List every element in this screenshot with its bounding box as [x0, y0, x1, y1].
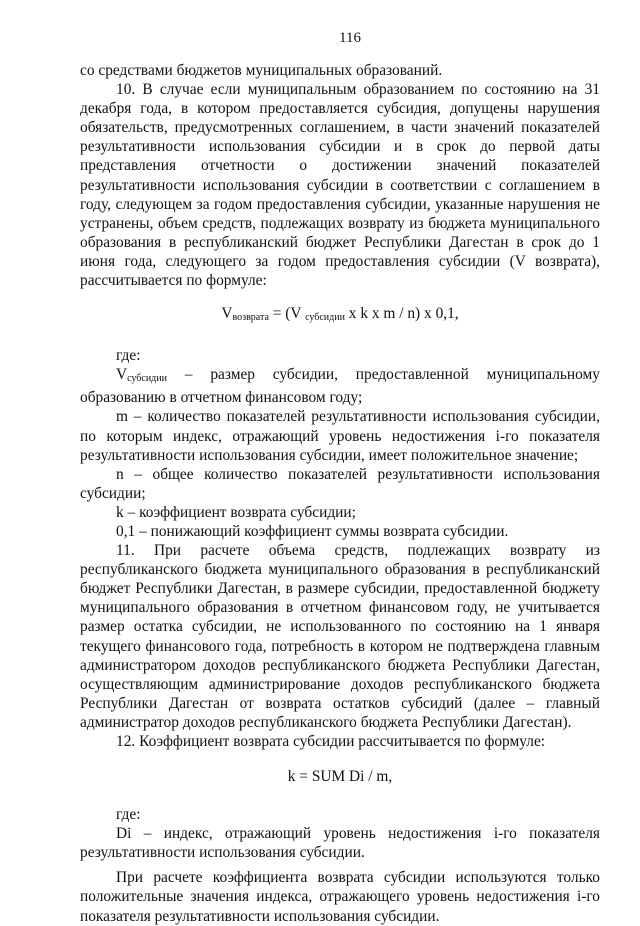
paragraph-11: 11. При расчете объема средств, подлежащих возврату из республиканского бюджета муниципального образования в республиканский бюджет Республики Дагестан, в размере субсидии, предоставленной бюджету муниципального образования в отчетном финансовом году, не учитывается размер остатка субсидии, не использованного по состоянию на 1 января текущего финансового года, потребность в котором не подтверждена главным администратором доходов республиканского бюджета Республики Дагестан, осуществляющим администрирование доходов республиканского бюджета Республики Дагестан от возврата остатков субсидий (далее – главный администратор доходов республиканского бюджета Республики Дагестан). — [80, 542, 600, 731]
where-label-2: где: — [116, 806, 141, 824]
formula-mid-sub: субсидии — [305, 312, 345, 324]
paragraph-10: 10. В случае если муниципальным образованием по состоянию на 31 декабря года, в котором предоставляется субсидия, допущены нарушения обязательств, предусмотренных соглашением, в части значений показателей результативности использования субсидии и в срок до первой даты представления отчетности о достижении значений показателей результативности использования субсидии в соответствии с соглашением в году, следующем за годом предоставления субсидии, указанные нарушения не устранены, объем средств, подлежащих возврату из бюджета муниципального образования в республиканский бюджет Республики Дагестан в срок до 1 июня года, следующего за годом предоставления субсидии (V возврата), рассчитывается по формуле: — [80, 81, 600, 290]
formula-lhs-sub: возврата — [232, 312, 269, 324]
formula-return-volume — [80, 304, 600, 328]
where-label-1: где: — [116, 347, 141, 365]
definition-m: m – количество показателей результативности использования субсидии, по которым индекс, отражающий уровень недостижения i-го показателя результативности использования субсидии, имеет положительное значение; — [80, 408, 600, 464]
formula-coefficient: k = SUM Di / m, — [287, 768, 393, 786]
def-v-text: – размер субсидии, предоставленной муниципальному образованию в отчетном финансовом году; — [80, 366, 600, 407]
def-v-sub: субсидии — [127, 373, 167, 385]
paragraph-12: 12. Коэффициент возврата субсидии рассчитывается по формуле: — [116, 733, 546, 750]
formula-rhs: x k x m / n) x 0,1, — [344, 305, 459, 323]
formula-mid: = (V — [268, 305, 306, 323]
definition-0-1: 0,1 – понижающий коэффициент суммы возврата субсидии. — [116, 522, 509, 540]
definition-di: Di – индекс, отражающий уровень недостижения i-го показателя результативности использования субсидии. — [80, 825, 600, 862]
formula-lhs: V — [221, 305, 233, 323]
page-number: 116 — [339, 30, 361, 46]
definition-n: n – общее количество показателей результативности использования субсидии; — [80, 465, 600, 502]
paragraph-intro: со средствами бюджетов муниципальных образований. — [80, 62, 443, 79]
paragraph-last: При расчете коэффициента возврата субсидии используются только положительные значения индекса, отражающего уровень недостижения i-го показателя результативности использования субсидии. — [80, 869, 600, 925]
def-v-symbol: V — [116, 366, 128, 384]
definition-v-subsidy — [80, 365, 600, 407]
definition-k: k – коэффициент возврата субсидии; — [116, 503, 356, 521]
